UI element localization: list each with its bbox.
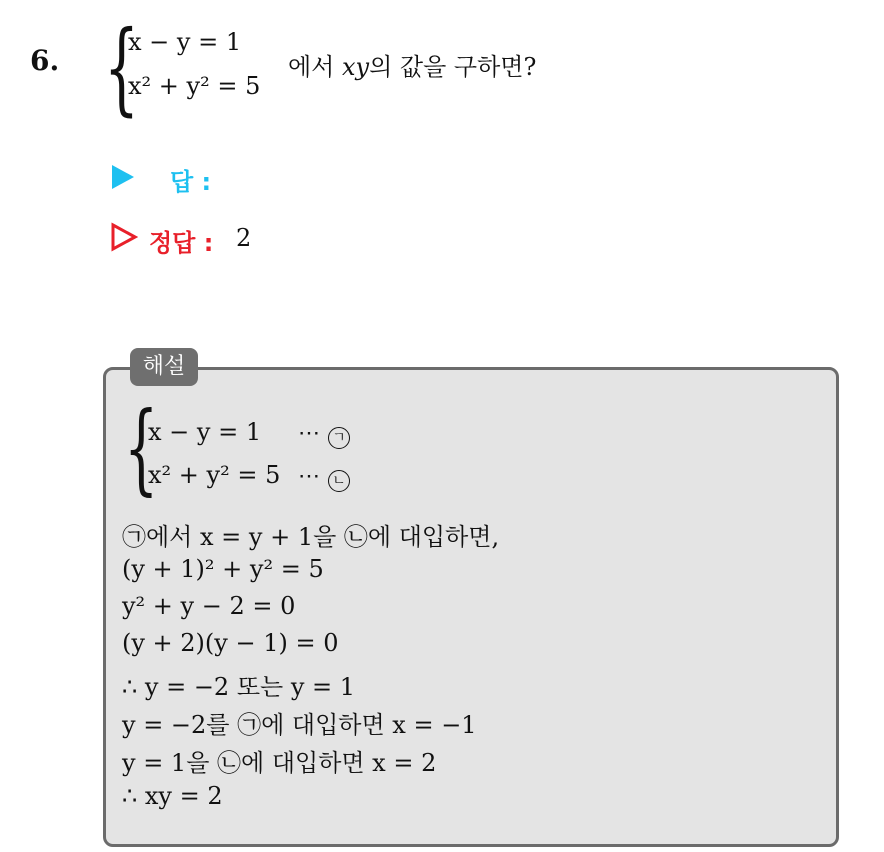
solution-line-8: ∴ xy = 2 [122, 782, 223, 810]
problem-number: 6. [30, 44, 60, 77]
solution-line-1: ㉠에서 x = y + 1을 ㉡에 대입하면, [122, 523, 500, 551]
problem-equation-2: x² + y² = 5 [128, 72, 261, 100]
solution-line-3: y² + y − 2 = 0 [122, 592, 296, 620]
answer-label: 답 : [170, 168, 212, 196]
system-brace: { [104, 9, 139, 126]
circled-giyeok-icon: ㄱ [328, 427, 350, 449]
problem-equation-1: x − y = 1 [128, 28, 242, 56]
solution-equation-1: x − y = 1 [148, 418, 262, 446]
correct-answer-arrow-icon [110, 222, 138, 252]
solution-line-7: y = 1을 ㉡에 대입하면 x = 2 [122, 749, 437, 777]
solution-tag: 해설 [130, 348, 198, 386]
solution-line-5: ∴ y = −2 또는 y = 1 [122, 673, 356, 701]
correct-answer-label: 정답 : [149, 229, 214, 257]
solution-line-6: y = −2를 ㉠에 대입하면 x = −1 [122, 711, 477, 739]
solution-line-2: (y + 1)² + y² = 5 [122, 555, 324, 583]
circled-nieun-icon: ㄴ [328, 470, 350, 492]
equation-2-marker: ⋯ ㄴ [298, 464, 351, 492]
solution-system-brace: { [124, 392, 159, 506]
correct-answer-value: 2 [236, 224, 252, 252]
answer-arrow-icon [112, 165, 134, 189]
problem-question: 에서 xy의 값을 구하면? [288, 53, 537, 81]
equation-1-marker: ⋯ ㄱ [298, 421, 351, 449]
solution-line-4: (y + 2)(y − 1) = 0 [122, 629, 339, 657]
solution-equation-2: x² + y² = 5 [148, 461, 281, 489]
